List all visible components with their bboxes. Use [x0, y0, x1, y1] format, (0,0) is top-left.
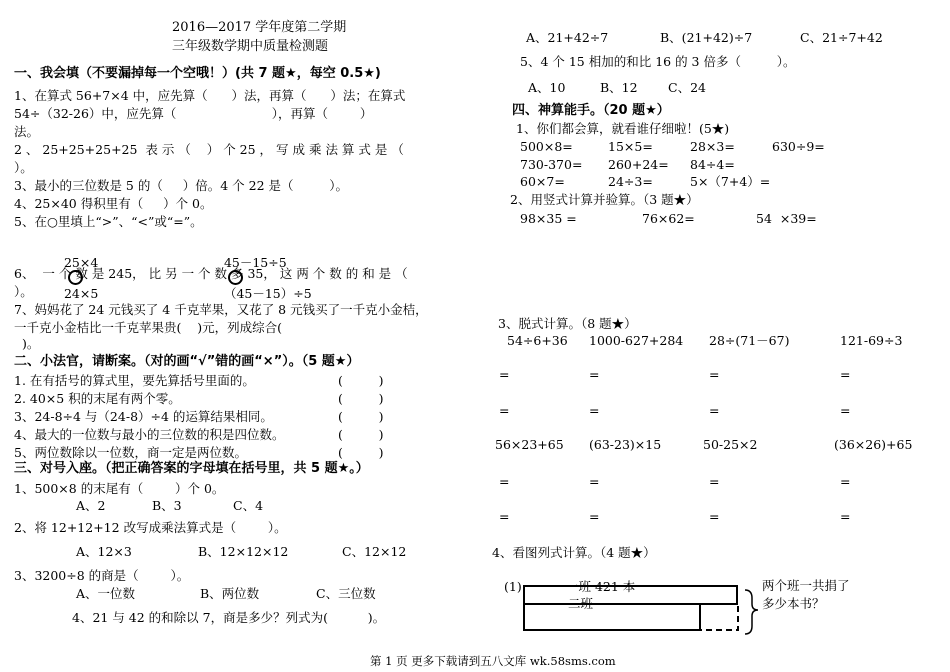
compare-a-right: 24×5 [63, 286, 99, 301]
equals-sign: = [709, 403, 720, 418]
s1-q1-line2: 54÷（32-26）中，应先算（ ），再算（ ） [14, 106, 373, 121]
s3-q2-option[interactable]: C、12×12 [342, 544, 407, 559]
equals-sign: = [589, 403, 600, 418]
stepwise-expr: 50-25×2 [703, 437, 758, 452]
s3-q5-option[interactable]: C、24 [668, 80, 706, 95]
s1-q4: 4、25×40 得积里有（ ）个 0。 [14, 196, 213, 211]
s3-q5-option[interactable]: B、12 [600, 80, 638, 95]
s1-q1-line3: 法。 [14, 124, 40, 139]
doc-title-year: 2016—2017 学年度第二学期 [172, 20, 347, 35]
s3-q3-option[interactable]: C、三位数 [316, 586, 376, 601]
equals-sign: = [840, 403, 851, 418]
equals-sign: = [589, 509, 600, 524]
equals-sign: = [499, 474, 510, 489]
figure-question-line1: 两个班一共捐了 [762, 578, 850, 593]
equals-sign: = [589, 367, 600, 382]
s2-item: 4、最大的一位数与最小的三位数的积是四位数。 [14, 427, 285, 442]
s3-q2: 2、将 12+12+12 改写成乘法算式是（ ）。 [14, 520, 287, 535]
equals-sign: = [709, 474, 720, 489]
vertical-calc: 54 ×39= [756, 211, 817, 226]
oral-calc: 260+24= [608, 157, 669, 172]
equals-sign: = [840, 367, 851, 382]
oral-calc: 630÷9= [772, 139, 825, 154]
s3-q3-option[interactable]: B、两位数 [200, 586, 260, 601]
oral-calc: 60×7= [520, 174, 565, 189]
s3-q1-option[interactable]: C、4 [233, 498, 264, 513]
s3-q3: 3、3200÷8 的商是（ ）。 [14, 568, 190, 583]
bar-label-class-one: 一班 421 本 [566, 579, 636, 594]
section-4-heading: 四、神算能手。（20 题★） [512, 103, 670, 118]
s4-part2-label: 2、用竖式计算并验算。（3 题★） [510, 192, 699, 207]
oral-calc: 84÷4= [690, 157, 735, 172]
s1-q2-line1: 2 、 25+25+25+25 表 示 （ ） 个 25 ， 写 成 乘 法 算 式 是 （ [14, 142, 404, 157]
oral-calc: 15×5= [608, 139, 653, 154]
stepwise-expr: 121-69÷3 [840, 333, 903, 348]
s2-item: 1. 在有括号的算式里，要先算括号里面的。 [14, 373, 255, 388]
s2-answer-paren[interactable]: ( ) [338, 373, 384, 388]
s3-q2-option[interactable]: B、12×12×12 [198, 544, 289, 559]
equals-sign: = [840, 509, 851, 524]
doc-title: 三年级数学期中质量检测题 [172, 39, 329, 54]
s3-q4: 4、21 与 42 的和除以 7，商是多少？列式为( )。 [72, 610, 386, 625]
compare-a-left: 25×4 [63, 255, 99, 270]
s1-q6-line2: ）。 [14, 284, 33, 299]
s2-answer-paren[interactable]: ( ) [338, 445, 384, 460]
figure-number: (1) [504, 579, 522, 594]
bar-class-two [524, 604, 700, 630]
equals-sign: = [499, 367, 510, 382]
total-brace [745, 590, 758, 634]
oral-calc: 730-370= [520, 157, 583, 172]
stepwise-expr: 54÷6+36 [507, 333, 568, 348]
s1-q7-line1: 7、妈妈花了 24 元钱买了 4 千克苹果，又花了 8 元钱买了一千克小金桔， [14, 302, 428, 317]
s2-item: 5、两位数除以一位数，商一定是两位数。 [14, 445, 247, 460]
s1-q2-line2: ）。 [14, 160, 33, 175]
s3-q1: 1、500×8 的末尾有（ ）个 0。 [14, 481, 225, 496]
equals-sign: = [709, 509, 720, 524]
figure-question-line2: 多少本书？ [762, 596, 825, 611]
section-2-heading: 二、小法官，请断案。（对的画“√”错的画“×”）。（5 题★） [14, 354, 360, 369]
s3-q1-option[interactable]: B、3 [152, 498, 182, 513]
s3-q5: 5、4 个 15 相加的和比 16 的 3 倍多（ ）。 [520, 54, 796, 69]
s1-q7-line2: 一千克小金桔比一千克苹果贵( )元，列成综合( [14, 320, 283, 335]
s3-q4-option[interactable]: A、21+42÷7 [526, 30, 609, 45]
s1-q5: 5、在○里填上“>”、“<”或“=”。 [14, 214, 203, 229]
oral-calc: 500×8= [520, 139, 573, 154]
s3-q3-option[interactable]: A、一位数 [76, 586, 136, 601]
s4-part1-label: 1、你们都会算，就看谁仔细啦！(5★) [516, 121, 730, 136]
s2-item: 2. 40×5 积的末尾有两个零。 [14, 391, 181, 406]
s1-q1-line1: 1、在算式 56+7×4 中，应先算（ ）法，再算（ ）法；在算式 [14, 88, 406, 103]
stepwise-expr: (63-23)×15 [589, 437, 662, 452]
section-3-heading: 三、对号入座。（把正确答案的字母填在括号里，共 5 题★。） [14, 461, 369, 476]
s2-item: 3、24-8÷4 与（24-8）÷4 的运算结果相同。 [14, 409, 273, 424]
bar-unknown-part [700, 604, 738, 630]
s4-part4-label: 4、看图列式计算。（4 题★） [492, 545, 656, 560]
s3-q2-option[interactable]: A、12×3 [76, 544, 132, 559]
stepwise-expr: (36×26)+65 [834, 437, 913, 452]
equals-sign: = [840, 474, 851, 489]
s2-answer-paren[interactable]: ( ) [338, 409, 384, 424]
vertical-calc: 76×62= [642, 211, 695, 226]
compare-b-left: 45－15÷5 [223, 255, 287, 270]
s1-q3: 3、最小的三位数是 5 的（ ）倍。4 个 22 是（ ）。 [14, 178, 349, 193]
section-1-heading: 一、我会填（不要漏掉每一个空哦！）(共 7 题★，每空 0.5★) [14, 66, 381, 81]
equals-sign: = [589, 474, 600, 489]
stepwise-expr: 1000-627+284 [589, 333, 684, 348]
stepwise-expr: 28÷(71－67) [709, 333, 790, 348]
s4-part3-label: 3、脱式计算。（8 题★） [498, 316, 637, 331]
s2-answer-paren[interactable]: ( ) [338, 391, 384, 406]
equals-sign: = [499, 403, 510, 418]
oral-calc: 28×3= [690, 139, 735, 154]
s3-q5-option[interactable]: A、10 [528, 80, 566, 95]
page-footer: 第 1 页 更多下载请到五八文库 wk.58sms.com [370, 654, 616, 668]
vertical-calc: 98×35 = [520, 211, 577, 226]
oral-calc: 24÷3= [608, 174, 653, 189]
s2-answer-paren[interactable]: ( ) [338, 427, 384, 442]
bar-label-class-two: 二班 [568, 596, 594, 611]
s3-q4-option[interactable]: C、21÷7+42 [800, 30, 883, 45]
equals-sign: = [709, 367, 720, 382]
s3-q4-option[interactable]: B、(21+42)÷7 [660, 30, 753, 45]
equals-sign: = [499, 509, 510, 524]
s1-q6-line1: 6、 一 个 数 是 245， 比 另 一 个 数 多 35， 这 两 个 数 的 和 是 （ [14, 266, 408, 281]
s3-q1-option[interactable]: A、2 [76, 498, 106, 513]
compare-b-right: （45－15）÷5 [223, 286, 312, 301]
oral-calc: 5×（7+4）= [690, 174, 771, 189]
s1-q7-line3: )。 [14, 336, 40, 351]
stepwise-expr: 56×23+65 [495, 437, 564, 452]
